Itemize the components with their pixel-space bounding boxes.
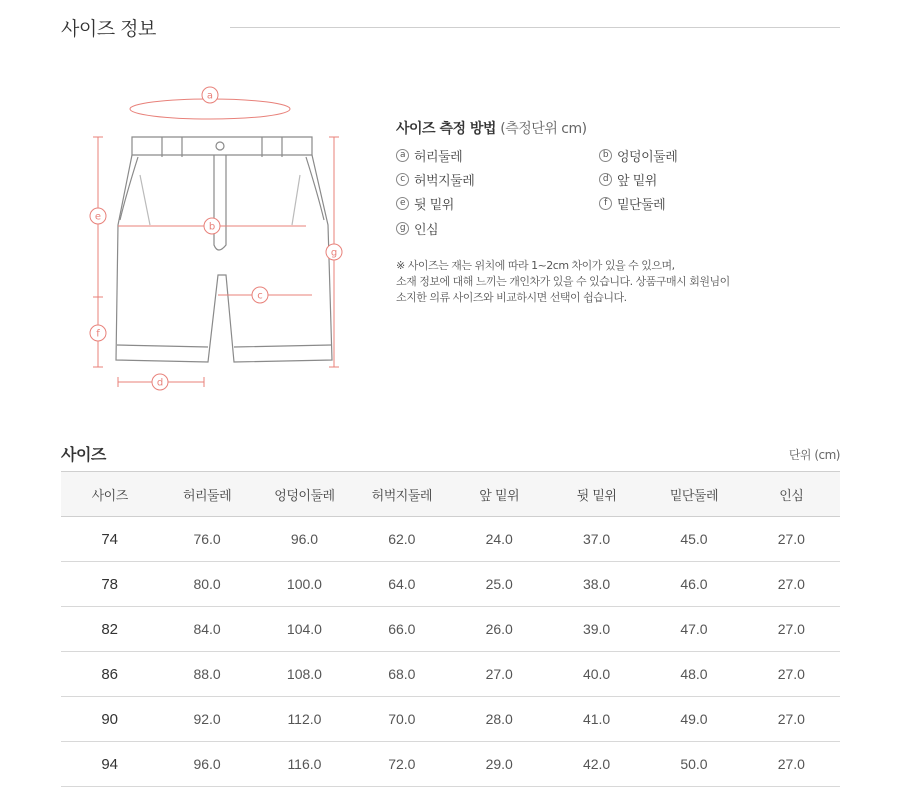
size-cell: 94 [61,742,158,787]
table-cell: 37.0 [548,517,645,562]
table-cell: 66.0 [353,607,450,652]
title-divider [230,27,840,28]
table-cell: 24.0 [451,517,548,562]
table-cell: 49.0 [645,697,742,742]
measure-legend [396,146,846,246]
measure-method-title [396,118,846,138]
table-cell: 46.0 [645,562,742,607]
table-cell: 84.0 [158,607,255,652]
table-body [61,517,840,787]
table-cell: 88.0 [158,652,255,697]
legend-item [396,219,438,238]
table-cell: 27.0 [743,562,840,607]
measure-title-text: 사이즈 측정 방법 [396,121,496,137]
table-header-cell: 허벅지둘레 [353,472,450,517]
legend-mark-icon: d [599,173,612,186]
label-c: c [257,290,263,302]
legend-mark-icon: b [599,149,612,162]
table-cell: 27.0 [743,652,840,697]
size-cell: 82 [61,607,158,652]
legend-item [599,194,665,213]
table-cell: 80.0 [158,562,255,607]
table-cell: 100.0 [256,562,353,607]
note-line: 소지한 의류 사이즈와 비교하시면 선택이 쉽습니다. [396,291,627,304]
legend-mark-icon: e [396,197,409,210]
table-cell: 29.0 [451,742,548,787]
section-title: 사이즈 정보 [61,18,156,40]
size-table-title: 사이즈 [61,445,106,464]
measure-unit-text: (측정단위 cm) [500,121,587,137]
table-cell: 40.0 [548,652,645,697]
label-e: e [94,211,102,223]
legend-label: 인심 [414,223,439,238]
table-cell: 96.0 [256,517,353,562]
table-row [61,652,840,697]
table-header-cell: 엉덩이둘레 [256,472,353,517]
table-row [61,742,840,787]
size-cell: 78 [61,562,158,607]
legend-item [396,170,474,189]
table-cell: 27.0 [743,697,840,742]
table-cell: 25.0 [451,562,548,607]
note-line: ※ 사이즈는 재는 위치에 따라 1~2cm 차이가 있을 수 있으며, [396,259,675,272]
table-cell: 47.0 [645,607,742,652]
fold-lines [140,175,300,225]
table-cell: 72.0 [353,742,450,787]
table-cell: 96.0 [158,742,255,787]
button-outline [216,142,224,150]
table-cell: 70.0 [353,697,450,742]
label-a: a [206,90,214,102]
table-cell: 41.0 [548,697,645,742]
table-cell: 108.0 [256,652,353,697]
fly-outline [214,155,226,250]
table-cell: 104.0 [256,607,353,652]
table-cell: 92.0 [158,697,255,742]
table-cell: 112.0 [256,697,353,742]
table-header-cell: 밑단둘레 [645,472,742,517]
legend-mark-icon: a [396,149,409,162]
table-header-cell: 허리둘레 [158,472,255,517]
table-cell: 45.0 [645,517,742,562]
legend-item [396,194,454,213]
table-cell: 27.0 [743,607,840,652]
table-row [61,607,840,652]
label-g: g [330,247,338,259]
table-cell: 50.0 [645,742,742,787]
size-table [61,471,840,787]
table-cell: 27.0 [743,742,840,787]
size-cell: 86 [61,652,158,697]
legend-mark-icon: f [599,197,612,210]
legend-label: 앞 밑위 [617,174,657,189]
table-header-cell: 사이즈 [61,472,158,517]
legend-mark-icon: c [396,173,409,186]
table-cell: 76.0 [158,517,255,562]
table-cell: 38.0 [548,562,645,607]
table-cell: 27.0 [451,652,548,697]
table-row [61,562,840,607]
hem-lines [117,345,331,347]
table-cell: 26.0 [451,607,548,652]
table-cell: 27.0 [743,517,840,562]
belt-loops [162,137,282,157]
table-cell: 64.0 [353,562,450,607]
table-header-cell: 앞 밑위 [451,472,548,517]
table-header-cell: 뒷 밑위 [548,472,645,517]
table-cell: 48.0 [645,652,742,697]
table-header-cell: 인심 [743,472,840,517]
size-cell: 90 [61,697,158,742]
legend-label: 뒷 밑위 [414,198,454,213]
table-row [61,517,840,562]
label-d: d [156,377,164,389]
table-cell: 42.0 [548,742,645,787]
table-cell: 62.0 [353,517,450,562]
pocket-lines [120,157,324,220]
legend-item [599,146,677,165]
legend-item [599,170,657,189]
table-row [61,697,840,742]
label-f: f [96,328,100,340]
measure-method-panel [396,118,846,304]
waistband-outline [132,137,312,155]
legend-mark-icon: g [396,222,409,235]
label-b: b [208,221,216,233]
shorts-diagram [80,75,370,420]
table-cell: 68.0 [353,652,450,697]
size-cell: 74 [61,517,158,562]
measure-note [396,258,730,306]
legend-label: 엉덩이둘레 [617,150,678,165]
table-cell: 28.0 [451,697,548,742]
size-table-unit: 단위 (cm) [788,448,840,462]
legend-label: 허리둘레 [414,150,463,165]
note-line: 소재 정보에 대해 느끼는 개인차가 있을 수 있습니다. 상품구매시 회원님이 [396,275,730,288]
legend-label: 밑단둘레 [617,198,666,213]
table-header-row [61,472,840,517]
table-cell: 39.0 [548,607,645,652]
table-cell: 116.0 [256,742,353,787]
legend-label: 허벅지둘레 [414,174,475,189]
shorts-outline [116,155,332,362]
legend-item [396,146,462,165]
